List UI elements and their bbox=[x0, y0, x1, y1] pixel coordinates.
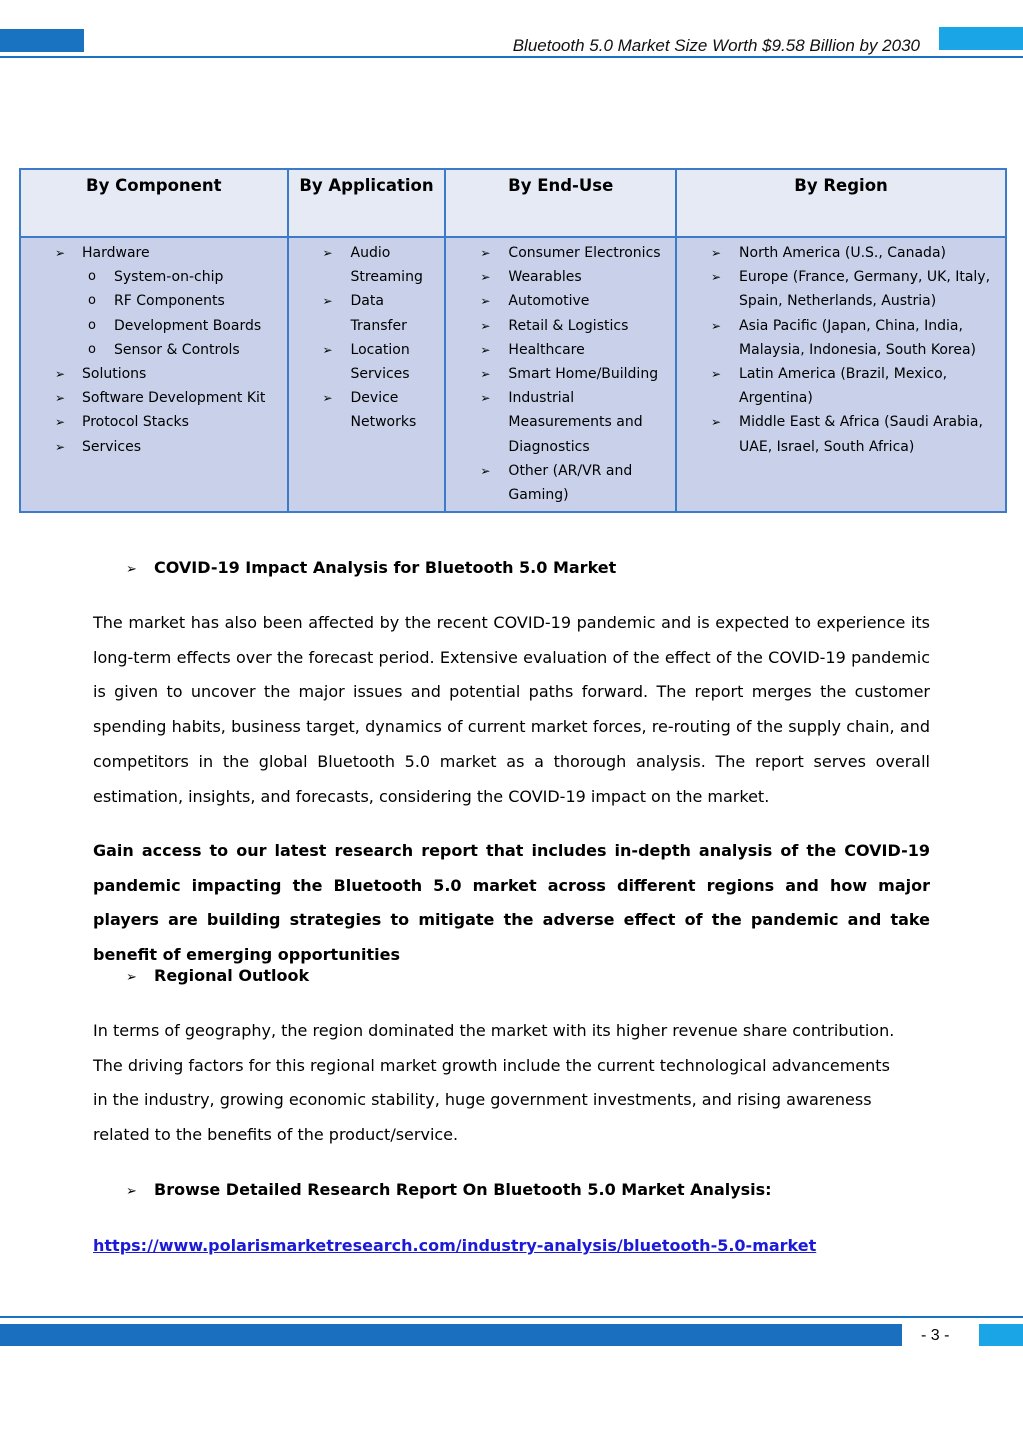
arrow-bullet-icon: ➢ bbox=[480, 270, 491, 285]
header-accent-bar-left bbox=[0, 29, 84, 52]
arrow-bullet-icon: ➢ bbox=[711, 246, 722, 260]
covid-heading: ➢ COVID-19 Impact Analysis for Bluetooth 5.0 Market bbox=[126, 558, 617, 577]
circle-bullet-icon: o bbox=[88, 269, 96, 285]
arrow-bullet-icon: ➢ bbox=[480, 342, 491, 357]
list-item: ➢ Audio Streaming bbox=[293, 241, 439, 289]
end-use-cell bbox=[445, 237, 676, 512]
report-link-container bbox=[93, 1236, 930, 1255]
arrow-bullet-icon: ➢ bbox=[322, 246, 333, 260]
list-item: ➢ Protocol Stacks bbox=[25, 410, 281, 434]
arrow-bullet-icon: ➢ bbox=[322, 391, 333, 406]
circle-bullet-icon: o bbox=[88, 341, 96, 357]
list-item: ➢ Smart Home/Building bbox=[450, 362, 669, 386]
list-item: ➢ Services bbox=[25, 435, 281, 459]
page-header-title: Bluetooth 5.0 Market Size Worth $9.58 Billion by 2030 bbox=[512, 36, 920, 55]
list-item: ➢ Location Services bbox=[293, 338, 439, 386]
header-by-region: By Region bbox=[676, 169, 1006, 237]
arrow-bullet-icon: ➢ bbox=[480, 246, 491, 260]
list-item: o RF Components bbox=[25, 289, 281, 313]
footer-rule bbox=[0, 1316, 1023, 1318]
arrow-bullet-icon: ➢ bbox=[480, 463, 491, 478]
header-by-component: By Component bbox=[20, 169, 288, 237]
arrow-bullet-icon: ➢ bbox=[711, 367, 722, 382]
list-item: ➢ Healthcare bbox=[450, 338, 669, 362]
header-by-application: By Application bbox=[288, 169, 446, 237]
list-item: ➢ Retail & Logistics bbox=[450, 314, 669, 338]
component-cell bbox=[20, 237, 288, 512]
list-item: ➢ Latin America (Brazil, Mexico, Argentina) bbox=[681, 362, 999, 410]
list-item: ➢ Industrial Measurements and Diagnostics bbox=[450, 386, 669, 459]
arrow-bullet-icon: ➢ bbox=[126, 562, 137, 577]
arrow-bullet-icon: ➢ bbox=[55, 391, 66, 406]
list-item: ➢ Hardware bbox=[25, 241, 281, 265]
circle-bullet-icon: o bbox=[88, 293, 96, 309]
arrow-bullet-icon: ➢ bbox=[480, 318, 491, 333]
list-item: ➢ Data Transfer bbox=[293, 289, 439, 337]
arrow-bullet-icon: ➢ bbox=[55, 439, 66, 454]
arrow-bullet-icon: ➢ bbox=[55, 246, 66, 260]
regional-outlook-heading: ➢ Regional Outlook bbox=[126, 966, 310, 985]
list-item: ➢ Europe (France, Germany, UK, Italy, Spain, Netherlands, Austria) bbox=[681, 265, 999, 313]
arrow-bullet-icon: ➢ bbox=[480, 391, 491, 406]
arrow-bullet-icon: ➢ bbox=[322, 342, 333, 357]
arrow-bullet-icon: ➢ bbox=[322, 294, 333, 309]
list-item: o System-on-chip bbox=[25, 265, 281, 289]
arrow-bullet-icon: ➢ bbox=[480, 367, 491, 382]
arrow-bullet-icon: ➢ bbox=[711, 270, 722, 285]
arrow-bullet-icon: ➢ bbox=[711, 415, 722, 430]
covid-paragraph: The market has also been affected by the recent COVID-19 pandemic and is expected to experience its long-term effects over the forecast period. Extensive evaluation of the effect of the COVID-19 pandemic is given to uncover the major issues and potential paths forward. The report merges the customer spending habits, business target, dynamics of current market forces, re-routing of the supply chain, and competitors in the global Bluetooth 5.0 market as a thorough analysis. The report serves overall estimation, insights, and forecasts, considering the COVID-19 impact on the market. bbox=[93, 613, 930, 806]
list-item: ➢ Wearables bbox=[450, 265, 669, 289]
arrow-bullet-icon: ➢ bbox=[55, 367, 66, 382]
list-item: ➢ Device Networks bbox=[293, 386, 439, 434]
page-number: - 3 - bbox=[921, 1327, 950, 1344]
region-cell bbox=[676, 237, 1006, 512]
regional-paragraph: In terms of geography, the region dominated the market with its higher revenue share contribution. The driving factors for this regional market growth include the current technological advancements in the industry, growing economic stability, huge government investments, and rising awareness related to the benefits of the product/service. bbox=[93, 1021, 895, 1145]
arrow-bullet-icon: ➢ bbox=[55, 415, 66, 430]
arrow-bullet-icon: ➢ bbox=[126, 1184, 137, 1199]
list-item: ➢ Software Development Kit bbox=[25, 386, 281, 410]
report-link[interactable]: https://www.polarismarketresearch.com/industry-analysis/bluetooth-5.0-market bbox=[93, 1236, 817, 1255]
list-item: o Development Boards bbox=[25, 314, 281, 338]
list-item: ➢ Middle East & Africa (Saudi Arabia, UAE, Israel, South Africa) bbox=[681, 410, 999, 458]
footer-accent-bar-right bbox=[979, 1324, 1023, 1346]
circle-bullet-icon: o bbox=[88, 317, 96, 333]
browse-heading: ➢ Browse Detailed Research Report On Bluetooth 5.0 Market Analysis: bbox=[126, 1180, 772, 1199]
list-item: ➢ Solutions bbox=[25, 362, 281, 386]
application-cell bbox=[288, 237, 446, 512]
arrow-bullet-icon: ➢ bbox=[480, 294, 491, 309]
header-by-end-use: By End-Use bbox=[445, 169, 676, 237]
list-item: ➢ Automotive bbox=[450, 289, 669, 313]
gain-access-paragraph: Gain access to our latest research report that includes in-depth analysis of the COVID-19 pandemic impacting the Bluetooth 5.0 market across different regions and how major players are building strategies to mitigate the adverse effect of the pandemic and take benefit of emerging opportunities bbox=[93, 841, 930, 965]
segmentation-table bbox=[19, 168, 1007, 513]
list-item: ➢ North America (U.S., Canada) bbox=[681, 241, 999, 265]
header-accent-bar-right bbox=[939, 27, 1023, 50]
list-item: ➢ Asia Pacific (Japan, China, India, Malaysia, Indonesia, South Korea) bbox=[681, 314, 999, 362]
list-item: ➢ Consumer Electronics bbox=[450, 241, 669, 265]
footer-accent-bar-left bbox=[0, 1324, 902, 1346]
arrow-bullet-icon: ➢ bbox=[126, 970, 137, 985]
list-item: ➢ Other (AR/VR and Gaming) bbox=[450, 459, 669, 507]
arrow-bullet-icon: ➢ bbox=[711, 318, 722, 333]
list-item: o Sensor & Controls bbox=[25, 338, 281, 362]
header-rule bbox=[0, 56, 1023, 58]
